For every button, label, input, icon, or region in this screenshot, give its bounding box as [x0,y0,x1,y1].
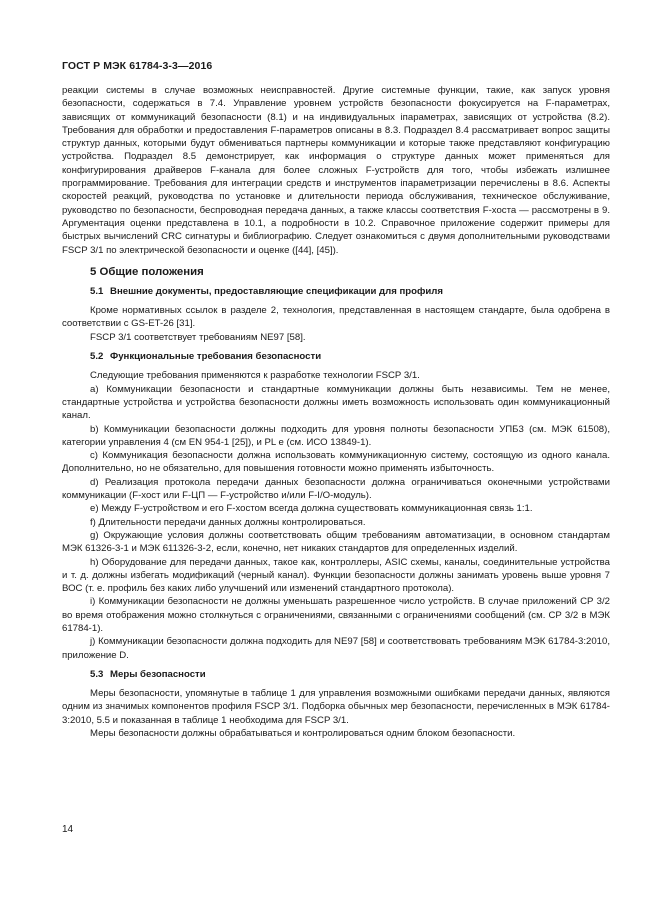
requirement-item-b: b) Коммуникации безопасности должны подходить для уровня полноты безопасности УПБ3 (см. МЭК 61508), категории управления 4 (см EN 954-1 [25]), и PL e (см. ИСО 13849-1). [62,423,610,448]
section-5-2-number: 5.2 [90,351,104,363]
requirement-item-g: g) Окружающие условия должны соответствовать общим требованиям автоматизации, в основном стандартам МЭК 61326-3-1 и МЭК 611326-3-2, если, конечно, нет никаких стандартов для определенных изделий. [62,529,610,555]
section-5-3-paragraph-1: Меры безопасности, упомянутые в таблице 1 для управления возможными ошибками передачи данных, являются одним из значимых компонентов профиля FSCP 3/1. Подборка обычных мер безопасности, перечисленных в МЭК 61784-3:2010, 5.5 и показанная в таблице 1 необходима для FSCP 3/1. [62,688,610,726]
section-5-3-heading [62,668,610,681]
section-5-2-intro: Следующие требования применяются к разработке технологии FSCP 3/1. [90,370,420,382]
requirement-item-a: a) Коммуникации безопасности и стандартные коммуникации должны быть независимы. Тем не менее, стандартные устройства и устройства безопасности должны иметь возможность использовать один коммуникационный канал. [62,383,610,422]
section-5-3-paragraph-2: Меры безопасности должны обрабатываться и контролироваться одним блоком безопасности. [90,728,516,740]
requirement-item-f: f) Длительности передачи данных должны контролироваться. [90,516,366,528]
section-5-title: 5 Общие положения [90,265,204,278]
section-5-2-heading [62,350,610,363]
requirement-item-i: i) Коммуникации безопасности не должны уменьшать разрешенное число устройств. В случае приложений СР 3/2 во время отображения можно столкнуться с ограничениями, связанными с ограничениями сообщений (см. СР 3/2 в МЭК 61784-1). [62,596,610,634]
page-number: 14 [62,824,74,835]
page-content [62,84,610,740]
standard-header: ГОСТ Р МЭК 61784-3-3—2016 [62,60,213,72]
section-5-3-number: 5.3 [90,668,104,680]
requirement-item-d: d) Реализация протокола передачи данных безопасности должна ограничиваться оконечными устройствами коммуникации (F-хост или F-ЦП — F-устройство и/или F-I/O-модуль). [62,476,610,502]
requirement-item-h: h) Оборудование для передачи данных, такое как, контроллеры, ASIC схемы, каналы, соединительные устройства и т. д. должны избегать модификаций (черный канал). Функции безопасности должны занимать уровень выше уровня 7 ВОС (т. е. профиль без каких либо улучшений или изменений стандартного протокола). [62,556,610,595]
section-5-1-number: 5.1 [90,285,104,297]
requirement-item-c: c) Коммуникация безопасности должна использовать коммуникационную систему, состоящую из одного канала. Дополнительно, но не обязательно, для повышения готовности можно применять избыточность. [62,450,610,475]
section-5-1-paragraph-1: Кроме нормативных ссылок в разделе 2, технология, представленная в настоящем стандарте, была одобрена в соответствии с GS-ET-26 [31]. [62,305,610,330]
section-5-1-title: Внешние документы, предоставляющие спецификации для профиля [110,285,444,297]
section-5-1-heading [62,285,610,298]
section-5-3-title: Меры безопасности [110,668,206,680]
section-5-2-title: Функциональные требования безопасности [110,351,322,363]
requirement-item-e: e) Между F-устройством и его F-хостом всегда должна существовать коммуникационная связь 1:1. [90,503,533,515]
section-5-1-paragraph-2: FSCP 3/1 соответствует требованиям NE97 [58]. [90,331,306,343]
intro-paragraph: реакции системы в случае возможных неисправностей. Другие системные функции, такие, как запуск уровня безопасности, содержаться в 7.4. Управление уровнем устройств безопасности фокусируется на F-параметрах, зависящих от коммуникаций безопасности (8.1) и на индивидуальных iпараметрах, зависящих от устройства (8.2). Требования для обработки и предоставления F-параметров описаны в 8.3. Подраздел 8.4 рассматривает вопрос защиты структур данных, которыми будут обмениваться партнеры коммуникации и которые также представляют конфигурацию устройства. Подраздел 8.5 демонстрирует, как информация о структуре данных может применяться для конфигурирования драйверов F-канала для более сложных F-устройств для того, чтобы избежать излишнее программирование. Требования для интеграции средств и инструментов iпараметризации перечислены в 8.6. Аспекты скоростей реакций, руководства по установке и длительности периода обслуживания, техническое обслуживание, руководство по безопасности, беспроводная передача данных, а также классы соответствия F-хоста — рассмотрены в 9. Аргументация оценки представлена в 10.1, а подробности в 10.2. Справочное приложение содержит примеры для быстрых вычислений CRC сигнатуры и библиографию. Следует ознакомиться с двумя дополнительными руководствами FSCP 3/1 по электрической безопасности и оценке ([44], [45]). [62,85,610,256]
requirement-item-j: j) Коммуникации безопасности должна подходить для NE97 [58] и соответствовать требованиям МЭК 61784-3:2010, приложение D. [62,636,610,661]
